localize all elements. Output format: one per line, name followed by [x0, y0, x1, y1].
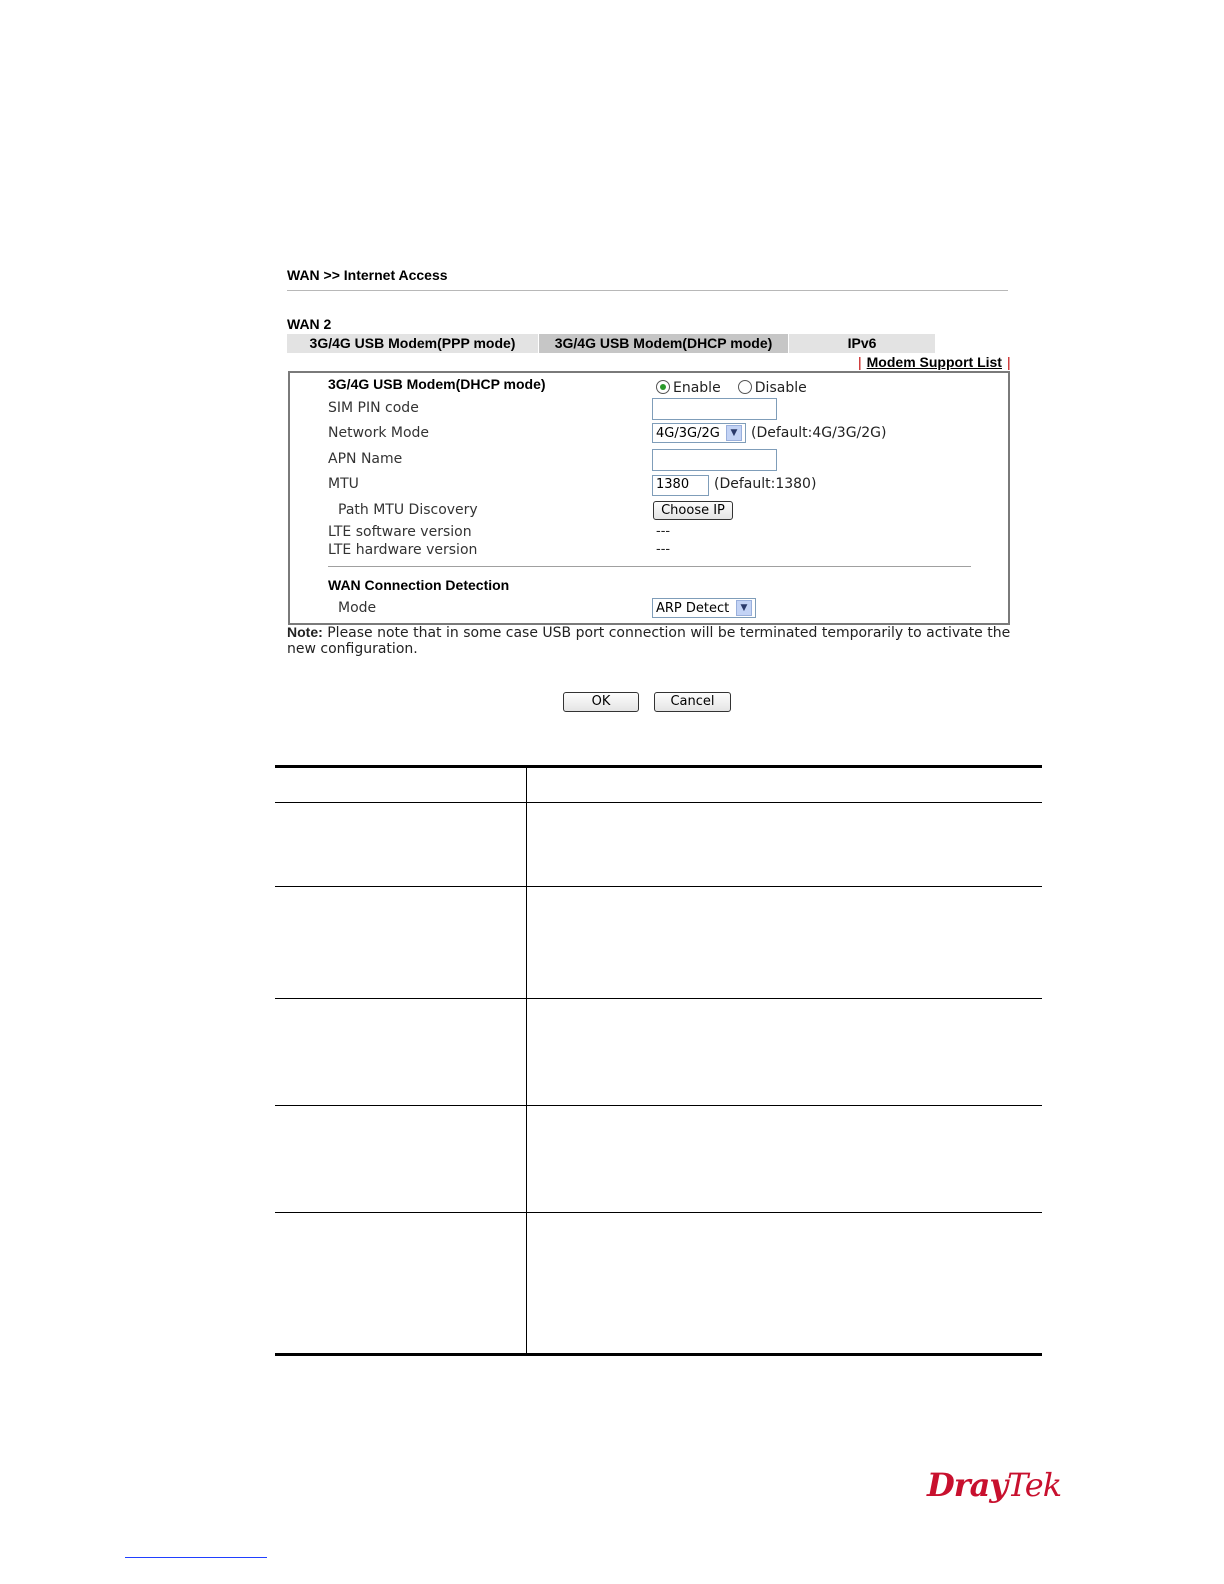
- detection-mode-value: ARP Detect: [656, 600, 730, 616]
- tab-ppp-mode[interactable]: 3G/4G USB Modem(PPP mode): [287, 334, 538, 353]
- tab-bar: [287, 334, 935, 353]
- section-divider: [328, 566, 971, 567]
- table-row-divider: [275, 1212, 1042, 1213]
- sim-pin-label: SIM PIN code: [328, 400, 419, 416]
- draytek-logo: [927, 1466, 1061, 1504]
- section-title: 3G/4G USB Modem(DHCP mode): [328, 376, 546, 392]
- logo-tek: Tek: [1006, 1466, 1062, 1504]
- modem-support-list-link[interactable]: Modem Support List: [866, 354, 1002, 370]
- footer-rule: [125, 1557, 267, 1558]
- page-title: WAN >> Internet Access: [287, 267, 448, 283]
- separator-right: |: [1006, 354, 1011, 370]
- enable-radio-group: [656, 377, 819, 396]
- tab-ipv6[interactable]: IPv6: [789, 334, 935, 353]
- title-divider: [287, 290, 1008, 291]
- sim-pin-input[interactable]: [652, 398, 777, 420]
- chevron-down-icon: ▼: [726, 425, 742, 441]
- apn-name-input[interactable]: [652, 449, 777, 471]
- separator-left: |: [858, 354, 862, 370]
- lte-software-label: LTE software version: [328, 524, 472, 540]
- note-label: Note:: [287, 624, 323, 640]
- modem-support-link-wrap: [853, 354, 1016, 370]
- mtu-label: MTU: [328, 476, 359, 492]
- lte-hardware-label: LTE hardware version: [328, 542, 478, 558]
- disable-radio[interactable]: [738, 380, 752, 394]
- table-row-divider: [275, 802, 1042, 803]
- lte-software-value: ---: [656, 524, 671, 539]
- detection-mode-label: Mode: [338, 600, 377, 616]
- detection-mode-select[interactable]: [652, 598, 756, 618]
- network-mode-select[interactable]: [652, 423, 746, 443]
- mtu-default: (Default:1380): [714, 476, 817, 492]
- note-text: [287, 624, 1017, 657]
- chevron-down-icon: ▼: [736, 600, 752, 616]
- table-row-divider: [275, 886, 1042, 887]
- table-row-divider: [275, 998, 1042, 999]
- network-mode-value: 4G/3G/2G: [656, 425, 720, 441]
- disable-radio-label: Disable: [754, 380, 807, 396]
- dhcp-mode-panel: [288, 371, 1010, 625]
- wan-detection-title: WAN Connection Detection: [328, 577, 510, 593]
- wan-label: WAN 2: [287, 316, 332, 332]
- enable-radio-label: Enable: [673, 380, 721, 396]
- mtu-input[interactable]: 1380: [652, 475, 709, 496]
- table-row-divider: [275, 1105, 1042, 1106]
- table-bottom-border: [275, 1353, 1042, 1356]
- path-mtu-label: Path MTU Discovery: [338, 502, 478, 518]
- table-column-divider: [526, 768, 527, 1353]
- network-mode-label: Network Mode: [328, 425, 430, 441]
- cancel-button[interactable]: Cancel: [654, 692, 731, 712]
- enable-radio[interactable]: [656, 380, 670, 394]
- logo-dray: Dray: [927, 1466, 1007, 1504]
- choose-ip-button[interactable]: Choose IP: [653, 501, 733, 520]
- note-body: Please note that in some case USB port connection will be terminated temporarily to activate the new configuration.: [287, 625, 1011, 657]
- tab-dhcp-mode[interactable]: 3G/4G USB Modem(DHCP mode): [538, 334, 789, 353]
- apn-name-label: APN Name: [328, 451, 403, 467]
- ok-button[interactable]: OK: [563, 692, 639, 712]
- network-mode-default: (Default:4G/3G/2G): [751, 425, 887, 441]
- lte-hardware-value: ---: [656, 542, 671, 557]
- table-top-border: [275, 765, 1042, 768]
